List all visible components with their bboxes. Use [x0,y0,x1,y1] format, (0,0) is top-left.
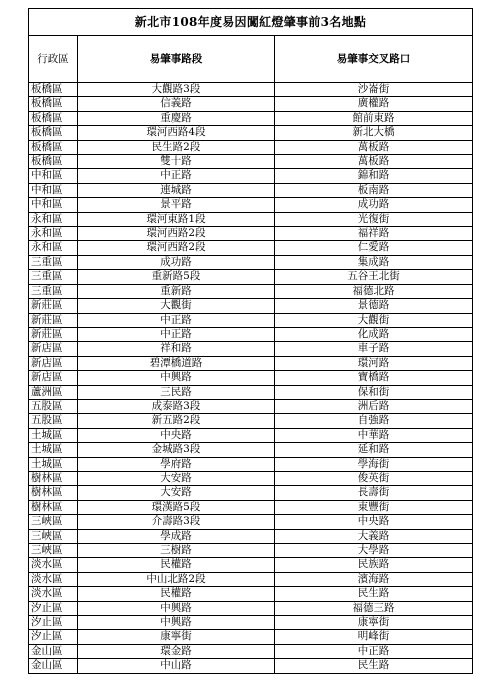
road-cell: 環漢路5段 [78,500,275,514]
district-cell: 五股區 [29,414,78,428]
table-row [29,500,473,514]
header-road: 易肇事路段 [78,36,275,83]
road-cell: 信義路 [78,97,275,111]
header-district: 行政區 [29,36,78,83]
road-cell: 重新路 [78,284,275,298]
district-cell: 淡水區 [29,587,78,601]
intersection-cell: 中正路 [275,644,473,658]
road-cell: 環金路 [78,644,275,658]
intersection-cell: 康寧街 [275,616,473,630]
road-cell: 中正路 [78,313,275,327]
intersection-cell: 學海街 [275,457,473,471]
intersection-cell: 洲后路 [275,399,473,413]
road-cell: 成功路 [78,255,275,269]
table-row [29,126,473,140]
road-cell: 民生路2段 [78,140,275,154]
intersection-cell: 福祥路 [275,227,473,241]
road-cell: 大觀街 [78,299,275,313]
district-cell: 樹林區 [29,471,78,485]
intersection-cell: 車子路 [275,342,473,356]
district-cell: 永和區 [29,212,78,226]
district-cell: 淡水區 [29,558,78,572]
district-cell: 樹林區 [29,486,78,500]
table-row [29,284,473,298]
table-row [29,227,473,241]
table-row [29,169,473,183]
table-row [29,544,473,558]
table-row [29,529,473,543]
road-cell: 環河西路4段 [78,126,275,140]
road-cell: 學成路 [78,529,275,543]
district-cell: 三重區 [29,270,78,284]
road-cell: 景平路 [78,198,275,212]
table-row [29,241,473,255]
intersection-cell: 福德北路 [275,284,473,298]
intersection-cell: 廣權路 [275,97,473,111]
road-cell: 祥和路 [78,342,275,356]
table-row [29,630,473,644]
table-row [29,255,473,269]
district-cell: 板橋區 [29,111,78,125]
table-row [29,428,473,442]
table-row [29,644,473,658]
table-row [29,327,473,341]
table-row [29,471,473,485]
table-title: 新北市108年度易因闖紅燈肇事前3名地點 [29,9,473,36]
intersection-cell: 沙崙街 [275,83,473,97]
intersection-cell: 自強路 [275,414,473,428]
district-cell: 三峽區 [29,544,78,558]
intersection-cell: 民族路 [275,558,473,572]
table-row [29,515,473,529]
intersection-cell: 環河路 [275,356,473,370]
table-row [29,198,473,212]
road-cell: 重慶路 [78,111,275,125]
intersection-cell: 景德路 [275,299,473,313]
table-row [29,83,473,97]
road-cell: 碧潭橋道路 [78,356,275,370]
intersection-cell: 集成路 [275,255,473,269]
road-cell: 環河西路2段 [78,241,275,255]
intersection-cell: 福德三路 [275,601,473,615]
road-cell: 學府路 [78,457,275,471]
district-cell: 板橋區 [29,83,78,97]
district-cell: 三峽區 [29,529,78,543]
road-cell: 三樹路 [78,544,275,558]
intersection-cell: 濱海路 [275,572,473,586]
intersection-cell: 延和路 [275,443,473,457]
intersection-cell: 中央路 [275,515,473,529]
road-cell: 環河西路2段 [78,227,275,241]
road-cell: 連城路 [78,183,275,197]
district-cell: 新店區 [29,342,78,356]
table-row [29,111,473,125]
table-row [29,183,473,197]
district-cell: 新店區 [29,371,78,385]
table-row [29,457,473,471]
road-cell: 重新路5段 [78,270,275,284]
intersection-cell: 成功路 [275,198,473,212]
table-row [29,587,473,601]
district-cell: 板橋區 [29,126,78,140]
intersection-cell: 光復街 [275,212,473,226]
road-cell: 中興路 [78,616,275,630]
road-cell: 康寧街 [78,630,275,644]
district-cell: 中和區 [29,183,78,197]
intersection-cell: 板南路 [275,183,473,197]
table-row [29,299,473,313]
intersection-cell: 寶橋路 [275,371,473,385]
intersection-cell: 萬板路 [275,140,473,154]
intersection-cell: 館前東路 [275,111,473,125]
intersection-cell: 保和街 [275,385,473,399]
district-cell: 三重區 [29,284,78,298]
road-cell: 金城路3段 [78,443,275,457]
district-cell: 中和區 [29,198,78,212]
road-cell: 中山路 [78,659,275,673]
road-cell: 大安路 [78,486,275,500]
district-cell: 三峽區 [29,515,78,529]
table-row [29,212,473,226]
table-row [29,572,473,586]
district-cell: 板橋區 [29,155,78,169]
road-cell: 中興路 [78,601,275,615]
intersection-cell: 民生路 [275,659,473,673]
table-row [29,155,473,169]
road-cell: 中正路 [78,169,275,183]
spreadsheet-page [28,8,472,674]
district-cell: 土城區 [29,443,78,457]
district-cell: 板橋區 [29,140,78,154]
intersection-cell: 新北大橋 [275,126,473,140]
intersection-cell: 東豐街 [275,500,473,514]
intersection-cell: 中華路 [275,428,473,442]
intersection-cell: 萬板路 [275,155,473,169]
intersection-cell: 化成路 [275,327,473,341]
road-cell: 大安路 [78,471,275,485]
road-cell: 大觀路3段 [78,83,275,97]
district-cell: 三重區 [29,255,78,269]
district-cell: 金山區 [29,659,78,673]
district-cell: 新莊區 [29,327,78,341]
road-cell: 成泰路3段 [78,399,275,413]
road-cell: 新五路2段 [78,414,275,428]
table-row [29,443,473,457]
table-row [29,558,473,572]
table-row [29,342,473,356]
header-intersection: 易肇事交叉路口 [275,36,473,83]
district-cell: 樹林區 [29,500,78,514]
district-cell: 蘆洲區 [29,385,78,399]
table-row [29,140,473,154]
intersection-cell: 五谷王北街 [275,270,473,284]
table-row [29,486,473,500]
road-cell: 介壽路3段 [78,515,275,529]
road-cell: 民權路 [78,558,275,572]
accident-locations-table [28,8,473,674]
district-cell: 汐止區 [29,601,78,615]
intersection-cell: 民生路 [275,587,473,601]
header-row [29,36,473,83]
intersection-cell: 錦和路 [275,169,473,183]
table-row [29,270,473,284]
road-cell: 民權路 [78,587,275,601]
road-cell: 中正路 [78,327,275,341]
intersection-cell: 俊英街 [275,471,473,485]
district-cell: 新莊區 [29,299,78,313]
table-row [29,313,473,327]
district-cell: 汐止區 [29,616,78,630]
table-row [29,399,473,413]
table-row [29,601,473,615]
intersection-cell: 長壽街 [275,486,473,500]
district-cell: 新莊區 [29,313,78,327]
district-cell: 土城區 [29,428,78,442]
table-row [29,414,473,428]
road-cell: 中央路 [78,428,275,442]
intersection-cell: 明峰街 [275,630,473,644]
intersection-cell: 仁愛路 [275,241,473,255]
district-cell: 中和區 [29,169,78,183]
district-cell: 新店區 [29,356,78,370]
intersection-cell: 大義路 [275,529,473,543]
district-cell: 汐止區 [29,630,78,644]
title-row [29,9,473,36]
intersection-cell: 大觀街 [275,313,473,327]
table-row [29,356,473,370]
road-cell: 雙十路 [78,155,275,169]
district-cell: 土城區 [29,457,78,471]
district-cell: 淡水區 [29,572,78,586]
road-cell: 環河東路1段 [78,212,275,226]
district-cell: 金山區 [29,644,78,658]
district-cell: 永和區 [29,241,78,255]
district-cell: 五股區 [29,399,78,413]
intersection-cell: 大學路 [275,544,473,558]
district-cell: 板橋區 [29,97,78,111]
table-row [29,659,473,673]
table-row [29,616,473,630]
table-row [29,385,473,399]
road-cell: 中興路 [78,371,275,385]
table-row [29,97,473,111]
road-cell: 中山北路2段 [78,572,275,586]
district-cell: 永和區 [29,227,78,241]
road-cell: 三民路 [78,385,275,399]
table-row [29,371,473,385]
